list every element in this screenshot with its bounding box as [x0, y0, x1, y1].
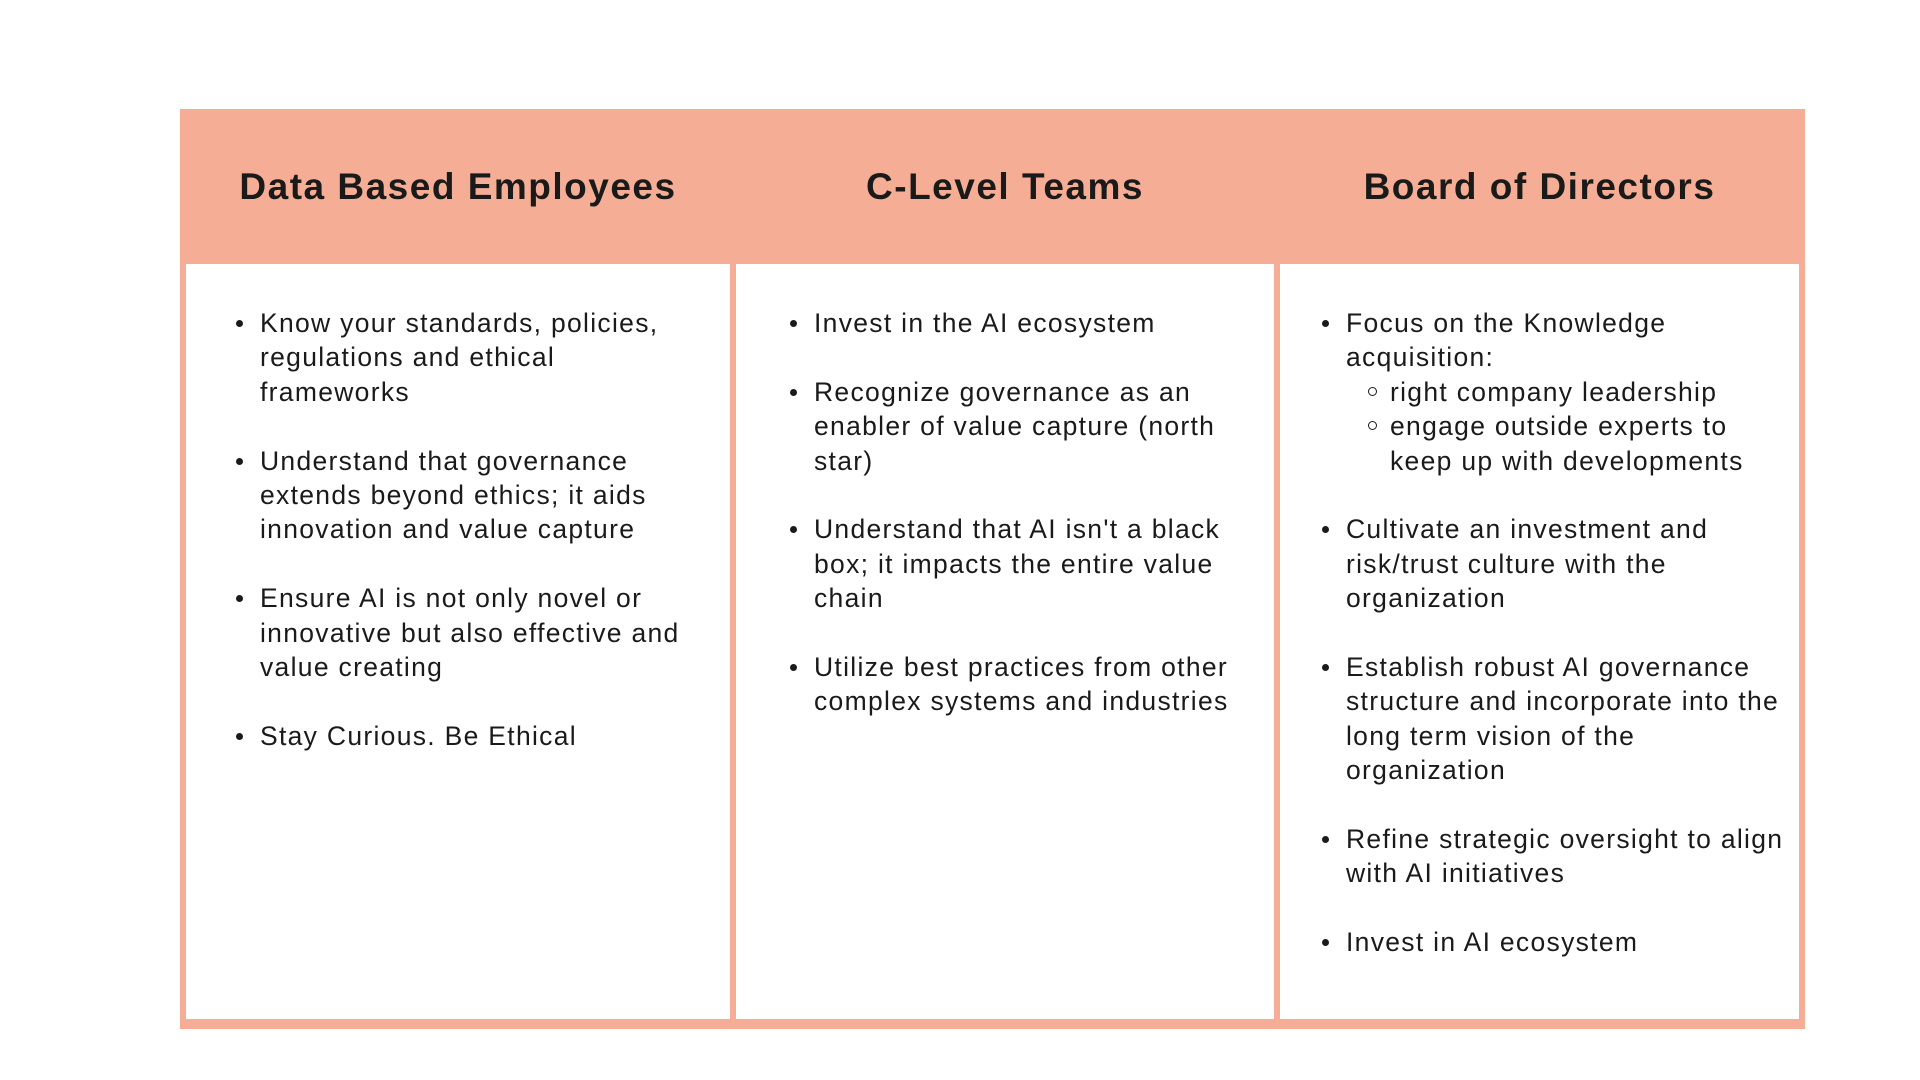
bullet-item: Refine strategic oversight to align with AI initiatives	[1322, 822, 1789, 891]
bullet-item: Understand that governance extends beyond ethics; it aids innovation and value capture	[236, 444, 710, 547]
column-title: C-Level Teams	[866, 165, 1144, 207]
bullet-text: Focus on the Knowledge acquisition:	[1346, 308, 1667, 373]
sub-bullet-item: right company leadership	[1368, 375, 1789, 409]
column-header-board	[1280, 109, 1799, 264]
bullet-item: Cultivate an investment and risk/trust culture with the organization	[1322, 512, 1789, 615]
bullet-list	[1322, 306, 1789, 960]
governance-responsibilities-table	[180, 109, 1805, 1029]
column-header-employees	[186, 109, 730, 264]
column-title: Data Based Employees	[239, 165, 677, 207]
bullet-item: Utilize best practices from other complex systems and industries	[790, 650, 1254, 719]
sub-bullet-item: engage outside experts to keep up with developments	[1368, 409, 1789, 478]
bullet-list	[790, 306, 1254, 719]
bullet-item: Stay Curious. Be Ethical	[236, 719, 710, 753]
column-title: Board of Directors	[1363, 165, 1716, 207]
column-body-board	[1280, 264, 1799, 1019]
bullet-item: Invest in AI ecosystem	[1322, 925, 1789, 959]
bullet-item: Know your standards, policies, regulations and ethical frameworks	[236, 306, 710, 409]
bullet-item: Invest in the AI ecosystem	[790, 306, 1254, 340]
bullet-item: Establish robust AI governance structure and incorporate into the long term vision of the organization	[1322, 650, 1789, 788]
bullet-item	[1322, 306, 1789, 478]
column-body-c-level	[736, 264, 1274, 1019]
bullet-list	[236, 306, 710, 753]
column-body-employees	[186, 264, 730, 1019]
bullet-item: Recognize governance as an enabler of value capture (north star)	[790, 375, 1254, 478]
column-header-c-level	[736, 109, 1274, 264]
sub-bullet-list	[1346, 375, 1789, 478]
bullet-item: Ensure AI is not only novel or innovative but also effective and value creating	[236, 581, 710, 684]
bullet-item: Understand that AI isn't a black box; it impacts the entire value chain	[790, 512, 1254, 615]
